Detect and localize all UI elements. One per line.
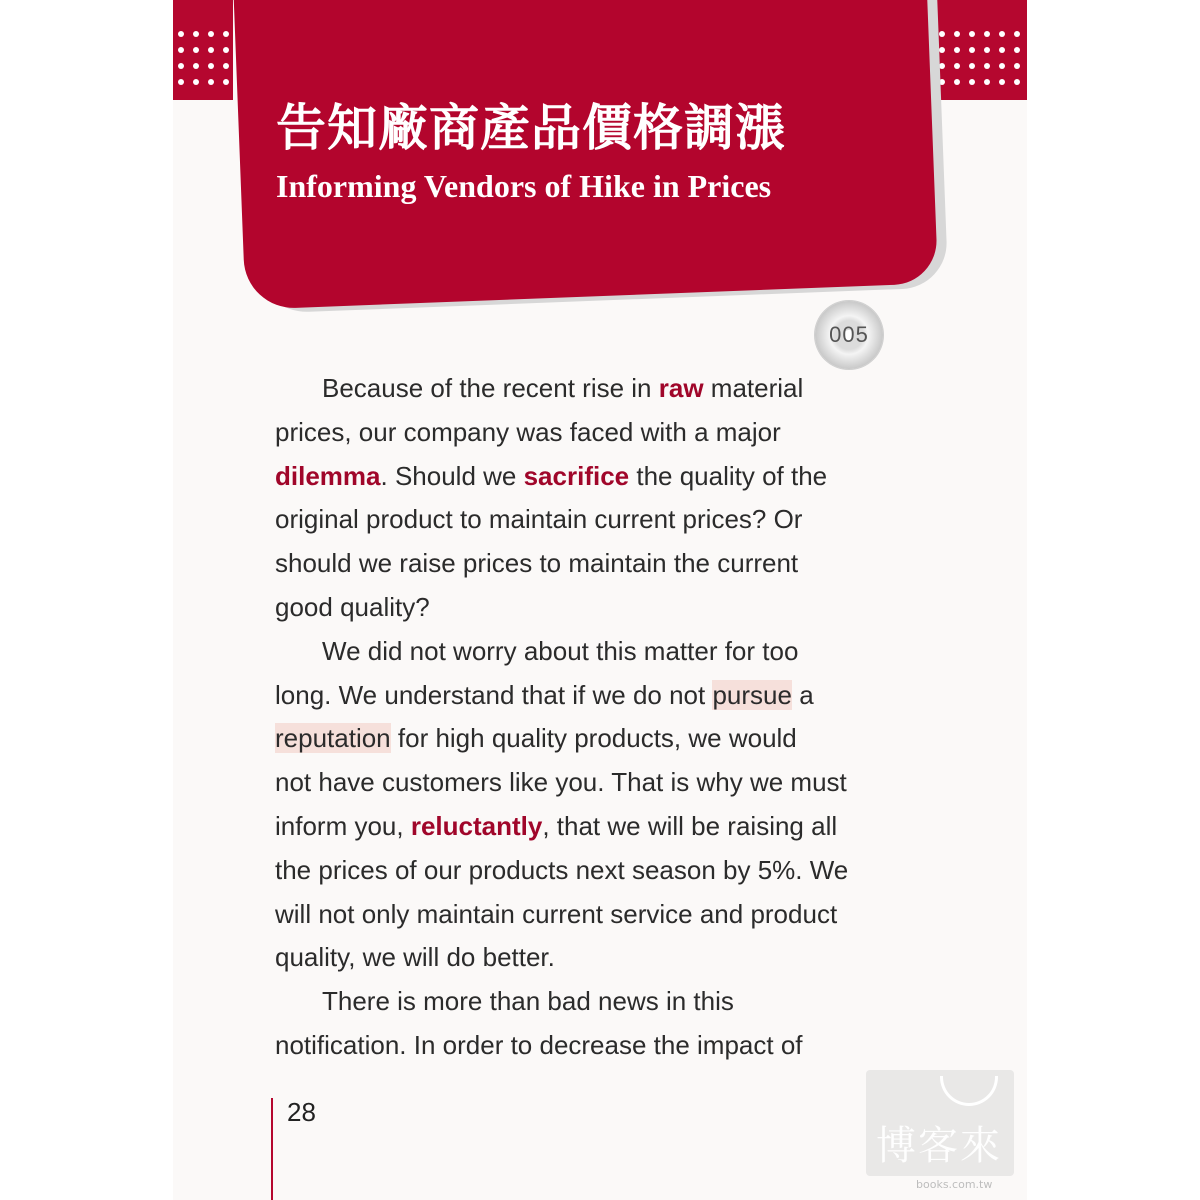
text-line: long. We understand that if we do not pursue a [275,679,814,710]
text-line: Because of the recent rise in raw material [322,373,804,403]
text-line: notification. In order to decrease the impact of [275,1029,803,1060]
chapter-title-english: Informing Vendors of Hike in Prices [276,168,772,204]
dot-pattern-left [178,31,229,85]
vocab-keyword: dilemma [275,460,381,491]
highlighted-phrase: reputation [275,723,391,754]
text-line: should we raise prices to maintain the current [275,548,799,579]
page-number: 28 [287,1097,316,1127]
text-line: prices, our company was faced with a major [275,416,781,447]
vocab-keyword: reluctantly [410,810,543,841]
body-text [275,367,895,1068]
chapter-title-chinese: 告知廠商產品價格調漲 [276,98,786,157]
bookstore-watermark [866,1070,1014,1176]
page-number-rule [271,1098,273,1200]
watermark-logo-text: 博客來 [876,1123,1002,1169]
text-line: the prices of our products next season by 5%. We [275,854,849,885]
vocab-keyword: sacrifice [523,460,630,491]
audio-track-cd-icon [815,301,883,369]
vocab-keyword: raw [658,373,704,403]
audio-track-number: 005 [829,322,869,347]
highlighted-phrase: pursue [712,679,792,710]
text-line: reputation for high quality products, we would [275,723,797,754]
smile-arc-icon [940,1076,998,1106]
watermark-url: books.com.tw [916,1178,993,1191]
text-line: inform you, reluctantly, that we will be raising all [275,810,838,841]
text-line: We did not worry about this matter for too [322,635,799,666]
text-line: dilemma. Should we sacrifice the quality of the [275,460,828,491]
text-line: not have customers like you. That is why we must [275,767,847,798]
text-line: quality, we will do better. [275,942,555,973]
text-line: original product to maintain current prices? Or [275,504,803,535]
text-line: good quality? [275,591,430,622]
text-line: will not only maintain current service and product [275,898,838,929]
text-line: There is more than bad news in this [322,986,734,1017]
